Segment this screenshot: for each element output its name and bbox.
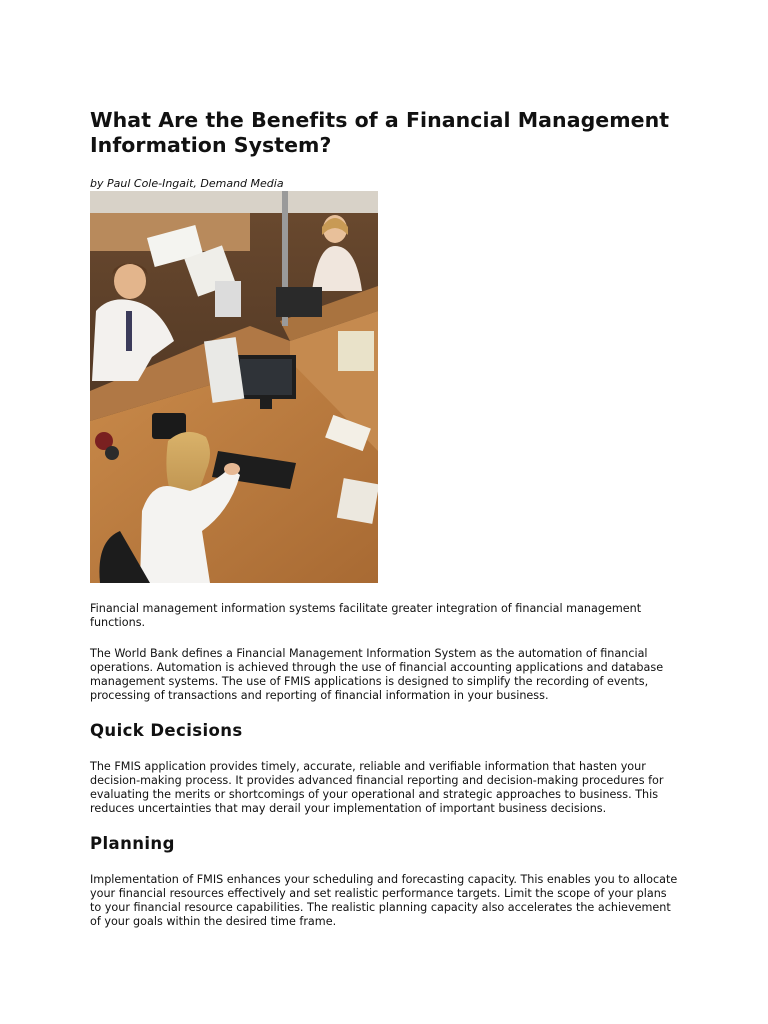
intro-paragraph: Financial management information systems facilitate greater integration of financial management functions. <box>90 602 642 629</box>
section-body-planning: Implementation of FMIS enhances your scheduling and forecasting capacity. This enables you to allocate your financial resources effectively and set realistic performance targets. Limit the scope of your plans to your financial resource capabilities. The realistic planning capacity also accelerates the achievement of your goals within the desired time frame. <box>90 873 678 928</box>
article-title: What Are the Benefits of a Financial Management Information System? <box>90 108 670 157</box>
article-byline: by Paul Cole-Ingait, Demand Media <box>90 177 284 190</box>
body-paragraph: The World Bank defines a Financial Management Information System as the automation of financial operations. Automation is achieved through the use of financial accounting applications and database management systems. The use of FMIS applications is designed to simplify the recording of events, processing of transactions and reporting of financial information in your business. <box>90 647 664 702</box>
section-heading-planning: Planning <box>90 834 175 853</box>
office-workers-photo <box>90 191 378 583</box>
article <box>90 108 680 929</box>
section-heading-quick-decisions: Quick Decisions <box>90 721 243 740</box>
section-body-quick-decisions: The FMIS application provides timely, accurate, reliable and verifiable information that hasten your decision-making process. It provides advanced financial reporting and decision-making procedures for evaluating the merits or shortcomings of your operational and strategic approaches to business. This reduces uncertainties that may derail your implementation of important business decisions. <box>90 760 664 815</box>
